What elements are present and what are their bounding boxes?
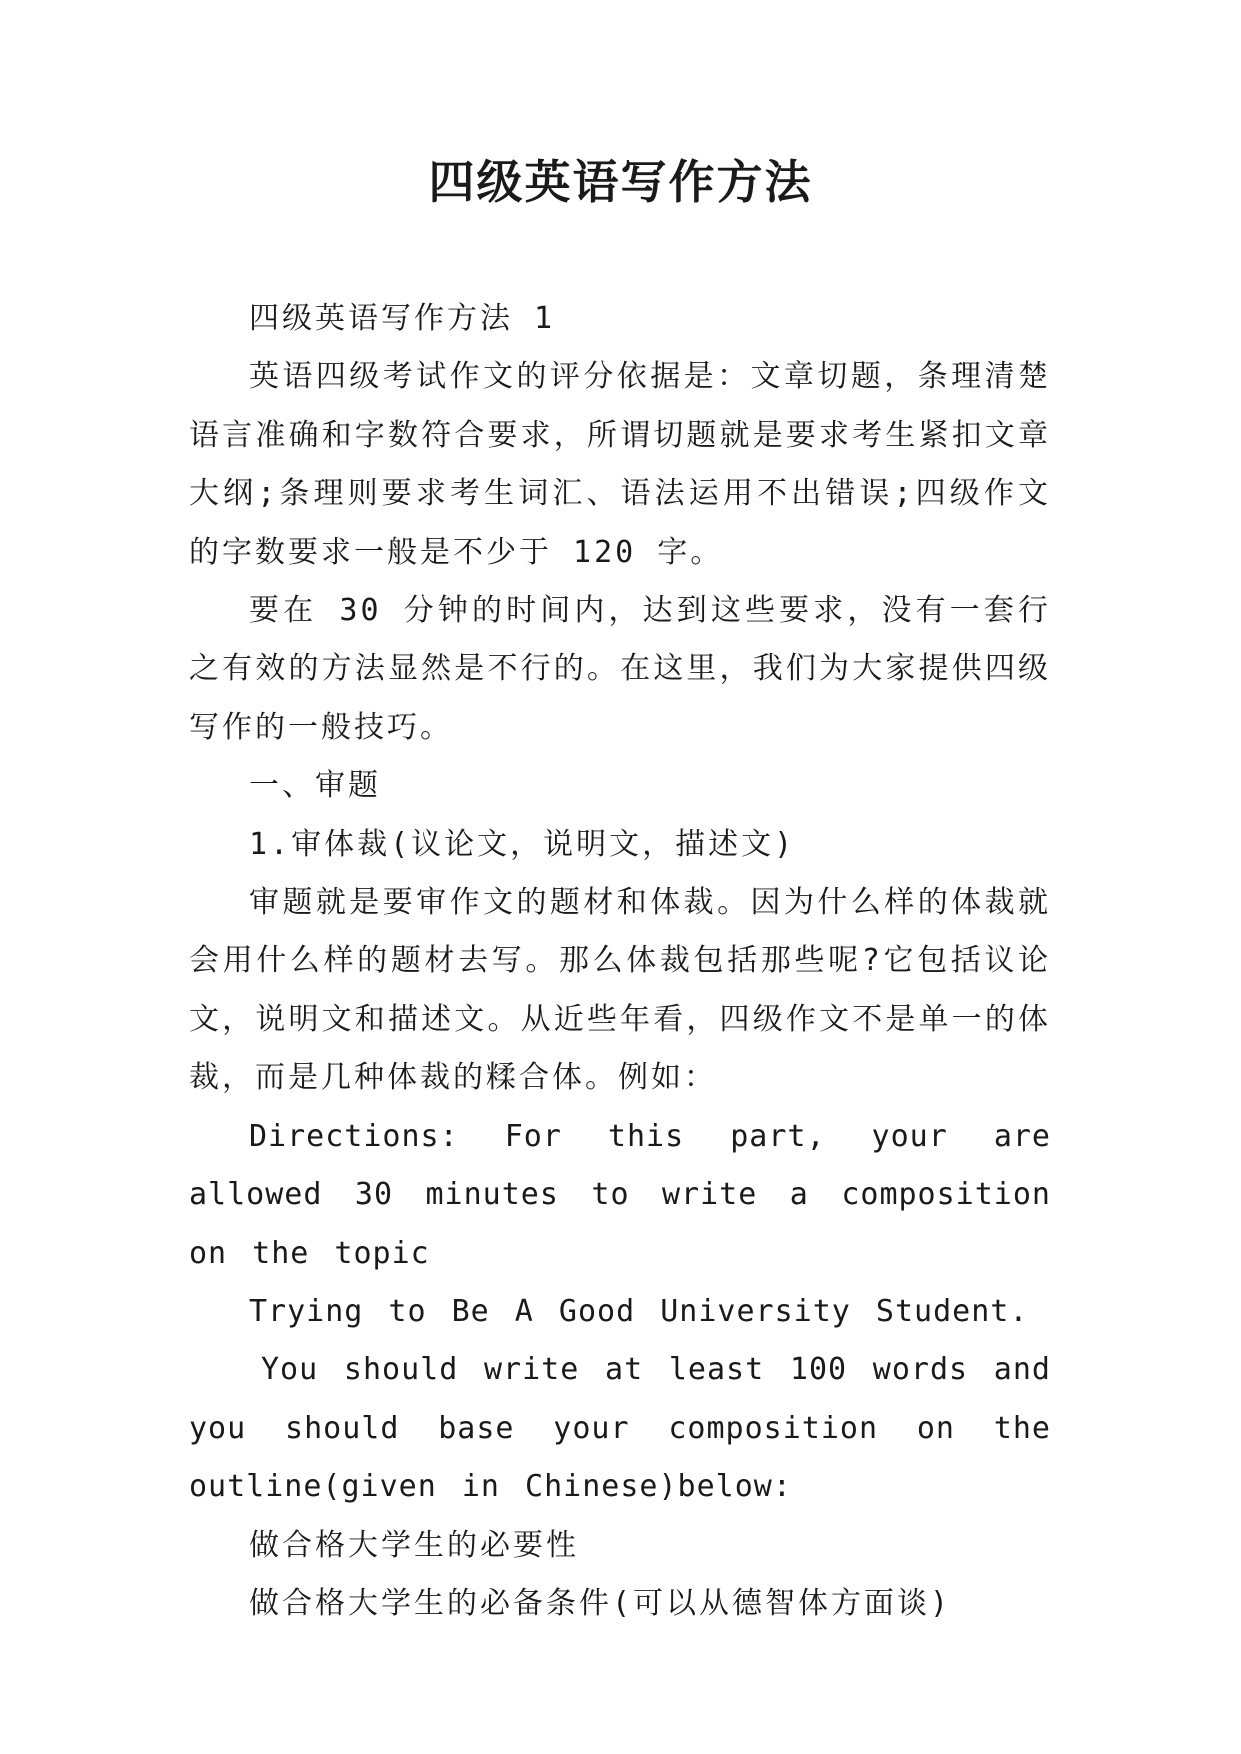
section-heading: 四级英语写作方法 1	[249, 301, 556, 336]
example-topic: Trying to Be A Good University Student.	[249, 1293, 1029, 1329]
outline-item: 做合格大学生的必要性	[249, 1527, 579, 1563]
subheading: 1.审体裁(议论文，说明文，描述文)	[249, 826, 796, 862]
example-directions: Directions: For this part, your are allowed 30 minutes to write a composition on the topic	[189, 1118, 1051, 1271]
example-instructions: You should write at least 100 words and you should base your composition on the outline(given in Chinese)below:	[189, 1352, 1051, 1505]
paragraph: 英语四级考试作文的评分依据是：文章切题，条理清楚语言准确和字数符合要求，所谓切题就是要求考生紧扣文章大纲;条理则要求考生词汇、语法运用不出错误;四级作文的字数要求一般是不少于 120 字。	[189, 359, 1051, 570]
document-body	[189, 290, 1051, 1633]
subheading: 一、审题	[249, 768, 381, 804]
outline-item: 做合格大学生的必备条件(可以从德智体方面谈)	[249, 1585, 952, 1621]
paragraph: 要在 30 分钟的时间内，达到这些要求，没有一套行之有效的方法显然是不行的。在这里，我们为大家提供四级写作的一般技巧。	[189, 593, 1051, 745]
document-title: 四级英语写作方法	[428, 155, 813, 209]
paragraph: 审题就是要审作文的题材和体裁。因为什么样的体裁就会用什么样的题材去写。那么体裁包括那些呢?它包括议论文，说明文和描述文。从近些年看，四级作文不是单一的体裁，而是几种体裁的糅合体。例如：	[189, 885, 1051, 1096]
